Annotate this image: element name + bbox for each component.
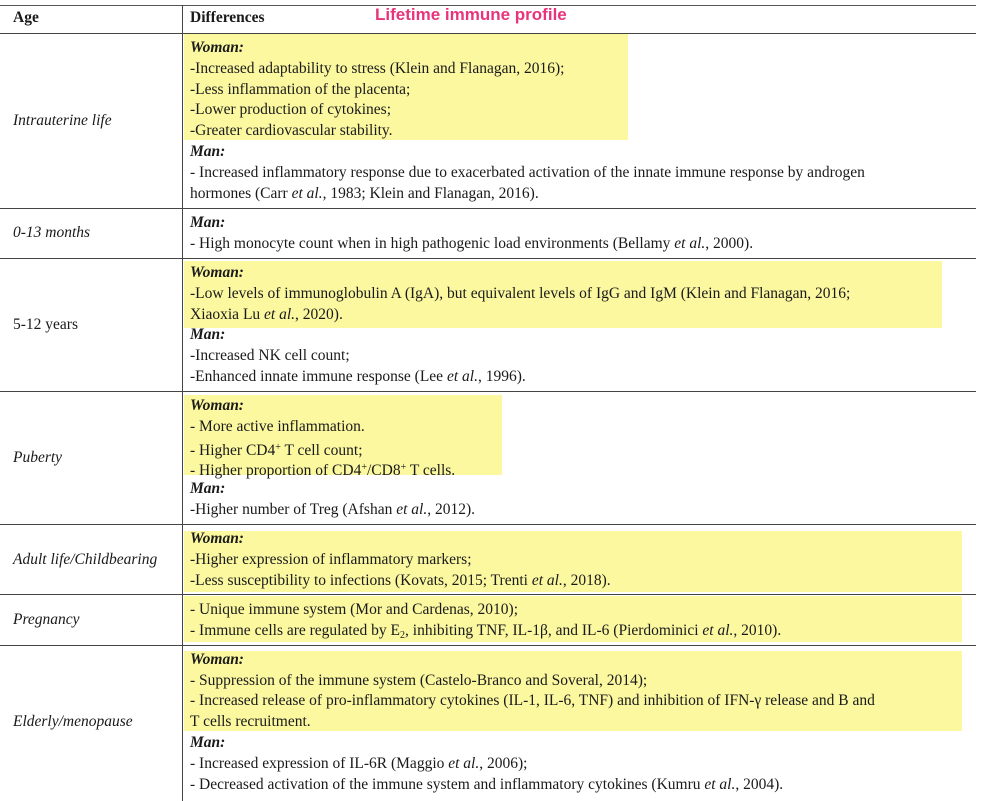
pregnancy-2 [190,621,781,647]
years-man-1: -Increased NK cell count; [190,347,350,364]
age-puberty: Puberty [13,449,63,466]
text: - Higher CD4 [190,442,276,459]
intrauterine-woman-2: -Less inflammation of the placenta; [190,81,411,98]
text: , 1996). [477,368,526,385]
overlay-title: Lifetime immune profile [375,5,567,24]
text: - Decreased activation of the immune system and inflammatory cytokines (Kumru [190,776,705,793]
et-al: et al. [448,755,480,772]
elderly-woman-1: - Suppression of the immune system (Castelo-Branco and Soveral, 2014); [190,672,648,689]
text: - Higher proportion of CD4 [190,462,362,479]
text: /CD8 [366,462,401,479]
intrauterine-woman-4: -Greater cardiovascular stability. [190,122,393,139]
text: T cell count; [280,442,363,459]
et-al: et al. [446,368,478,385]
superscript: + [361,462,367,473]
label-woman: Woman: [190,397,244,414]
pregnancy-1: - Unique immune system (Mor and Cardenas, 2010); [190,601,519,618]
text: -Enhanced innate immune response (Lee [190,368,447,385]
text: - Immune cells are regulated by E [190,622,401,639]
label-man: Man: [190,143,226,160]
intrauterine-man-1: - Increased inflammatory response due to exacerbated activation of the innate immune response by androgen [190,164,865,181]
elderly-woman-3: T cells recruitment. [190,713,311,730]
label-man: Man: [190,214,226,231]
text: - High monocyte count when in high pathogenic load environments (Bellamy [190,235,675,252]
subscript: 2 [400,630,406,641]
text: , 2004). [735,776,784,793]
elderly-man-1 [190,754,527,775]
years-woman-1: -Low levels of immunoglobulin A (IgA), but equivalent levels of IgG and IgM (Klein and Flanagan, 2016; [190,285,851,302]
et-al: et al. [531,572,563,589]
years-man-2 [190,367,526,388]
elderly-woman-2: - Increased release of pro-inflammatory cytokines (IL-1, IL-6, TNF) and inhibition of IFN-γ release and B and [190,692,875,709]
text: , 1983; Klein and Flanagan, 2016). [322,185,539,202]
et-al: et al. [674,235,706,252]
text: , 2020). [295,306,343,323]
intrauterine-man-2 [190,184,539,205]
intrauterine-woman-3: -Lower production of cytokines; [190,101,392,118]
age-intrauterine: Intrauterine life [13,112,112,129]
label-woman: Woman: [190,264,244,281]
header-age: Age [13,9,39,26]
rule-months [0,208,976,209]
puberty-woman-1: - More active inflammation. [190,418,365,435]
years-woman-2 [190,305,343,326]
label-woman: Woman: [190,530,244,547]
et-al: et al. [264,306,296,323]
label-man: Man: [190,326,226,343]
et-al: et al. [702,622,734,639]
text: T cells. [406,462,456,479]
et-al: et al. [291,185,323,202]
age-months: 0-13 months [13,224,91,241]
adult-woman-2 [190,571,611,592]
label-man: Man: [190,480,226,497]
label-woman: Woman: [190,39,244,56]
puberty-man-1 [190,500,475,521]
intrauterine-woman-1: -Increased adaptability to stress (Klein and Flanagan, 2016); [190,60,565,77]
text: Xiaoxia Lu [190,306,265,323]
rule-pregnancy [0,594,976,595]
text: hormones (Carr [190,185,292,202]
column-divider [182,5,183,801]
age-pregnancy: Pregnancy [13,611,80,628]
rule-adult [0,524,976,525]
text: , 2006); [479,755,528,772]
et-al: et al. [704,776,736,793]
superscript: + [400,462,407,473]
adult-woman-1: -Higher expression of inflammatory markers; [190,551,472,568]
months-man-1 [190,234,753,255]
text: , 2012). [427,501,475,518]
text: - Increased expression of IL-6R (Maggio [190,755,449,772]
text: , inhibiting TNF, IL-1β, and IL-6 (Pierdominici [405,622,703,639]
label-man: Man: [190,734,226,751]
rule-years [0,258,976,259]
label-woman: Woman: [190,651,244,668]
text: , 2018). [562,572,611,589]
text: , 2010). [733,622,782,639]
rule-puberty [0,391,976,392]
rule-intrauterine [0,33,976,34]
et-al: et al. [396,501,428,518]
age-years: 5-12 years [13,316,78,333]
elderly-man-2 [190,775,783,796]
puberty-woman-3 [190,458,455,482]
header-differences: Differences [190,9,265,26]
age-elderly: Elderly/menopause [13,713,133,730]
superscript: + [275,442,281,453]
text: -Less susceptibility to infections (Kovats, 2015; Trenti [190,572,532,589]
age-adult: Adult life/Childbearing [13,551,158,568]
text: -Higher number of Treg (Afshan [190,501,397,518]
text: , 2000). [705,235,754,252]
